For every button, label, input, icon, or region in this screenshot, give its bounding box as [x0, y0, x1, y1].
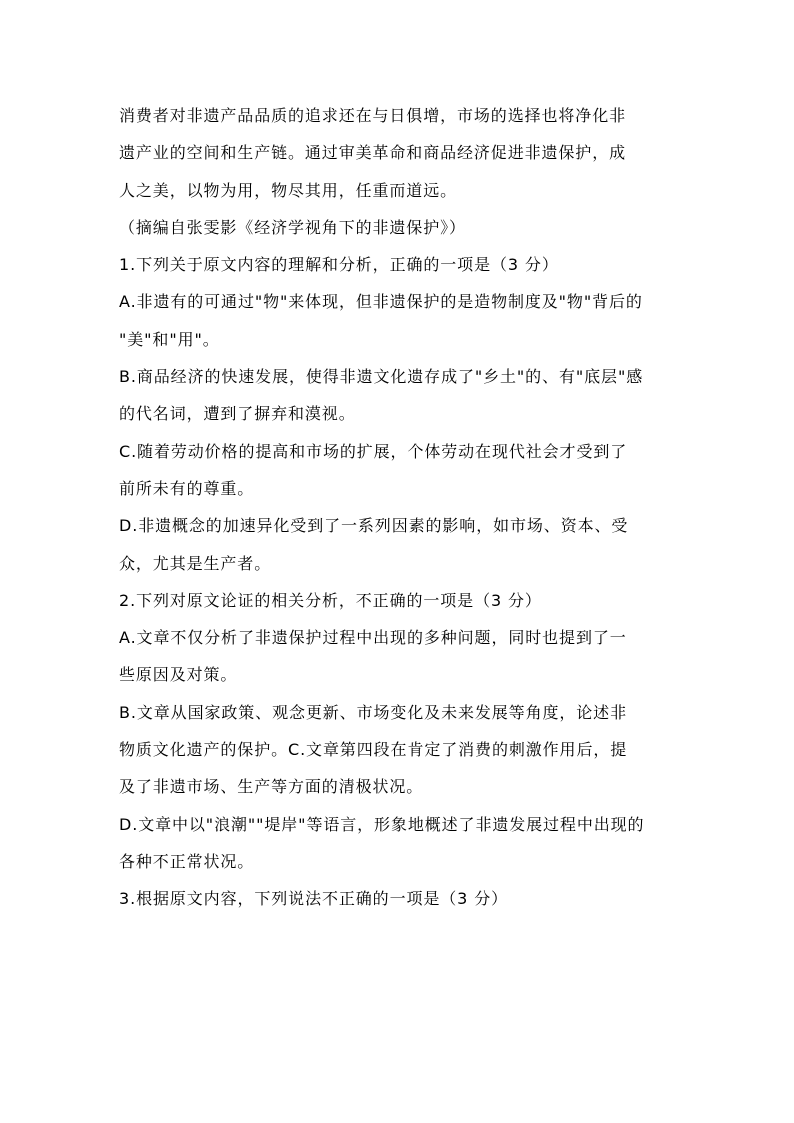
- question-2-option-a: A.文章不仅分析了非遗保护过程中出现的多种问题，同时也提到了一: [119, 628, 627, 648]
- question-2-option-d: D.文章中以"浪潮""堤岸"等语言，形象地概述了非遗发展过程中出现的: [119, 814, 645, 834]
- source-citation: （摘编自张雯影《经济学视角下的非遗保护》）: [119, 217, 466, 237]
- document-body: [119, 100, 685, 921]
- question-2-option-a-cont: 些原因及对策。: [119, 665, 238, 685]
- text-line: 遗产业的空间和生产链。通过审美革命和商品经济促进非遗保护，成: [119, 143, 627, 163]
- question-1-option-d-cont: 众，尤其是生产者。: [119, 553, 272, 573]
- question-1-option-d: D.非遗概念的加速异化受到了一系列因素的影响，如市场、资本、受: [119, 516, 629, 536]
- question-1-option-a-cont: "美"和"用"。: [119, 329, 220, 349]
- text-line: 消费者对非遗产品品质的追求还在与日俱增，市场的选择也将净化非: [119, 106, 627, 125]
- question-3-stem: 3.根据原文内容，下列说法不正确的一项是（3 分）: [119, 889, 509, 909]
- question-1-option-a: A.非遗有的可通过"物"来体现，但非遗保护的是造物制度及"物"背后的: [119, 292, 643, 312]
- question-1-option-b: B.商品经济的快速发展，使得非遗文化遗存成了"乡土"的、有"底层"感: [119, 367, 644, 387]
- question-2-option-b: B.文章从国家政策、观念更新、市场变化及未来发展等角度，论述非: [119, 702, 627, 722]
- question-2-option-c-cont: 及了非遗市场、生产等方面的清极状况。: [119, 777, 424, 797]
- question-1-stem: 1.下列关于原文内容的理解和分析，正确的一项是（3 分）: [119, 255, 559, 275]
- text-line: 人之美，以物为用，物尽其用，任重而道远。: [119, 180, 458, 200]
- question-2-option-d-cont: 各种不正常状况。: [119, 851, 255, 871]
- question-1-option-b-cont: 的代名词，遭到了摒弃和漠视。: [119, 404, 356, 424]
- question-2-stem: 2.下列对原文论证的相关分析，不正确的一项是（3 分）: [119, 590, 542, 610]
- question-1-option-c-cont: 前所未有的尊重。: [119, 478, 255, 498]
- question-2-option-b-c: 物质文化遗产的保护。C.文章第四段在肯定了消费的刺激作用后，提: [119, 740, 628, 760]
- question-1-option-c: C.随着劳动价格的提高和市场的扩展，个体劳动在现代社会才受到了: [119, 441, 628, 461]
